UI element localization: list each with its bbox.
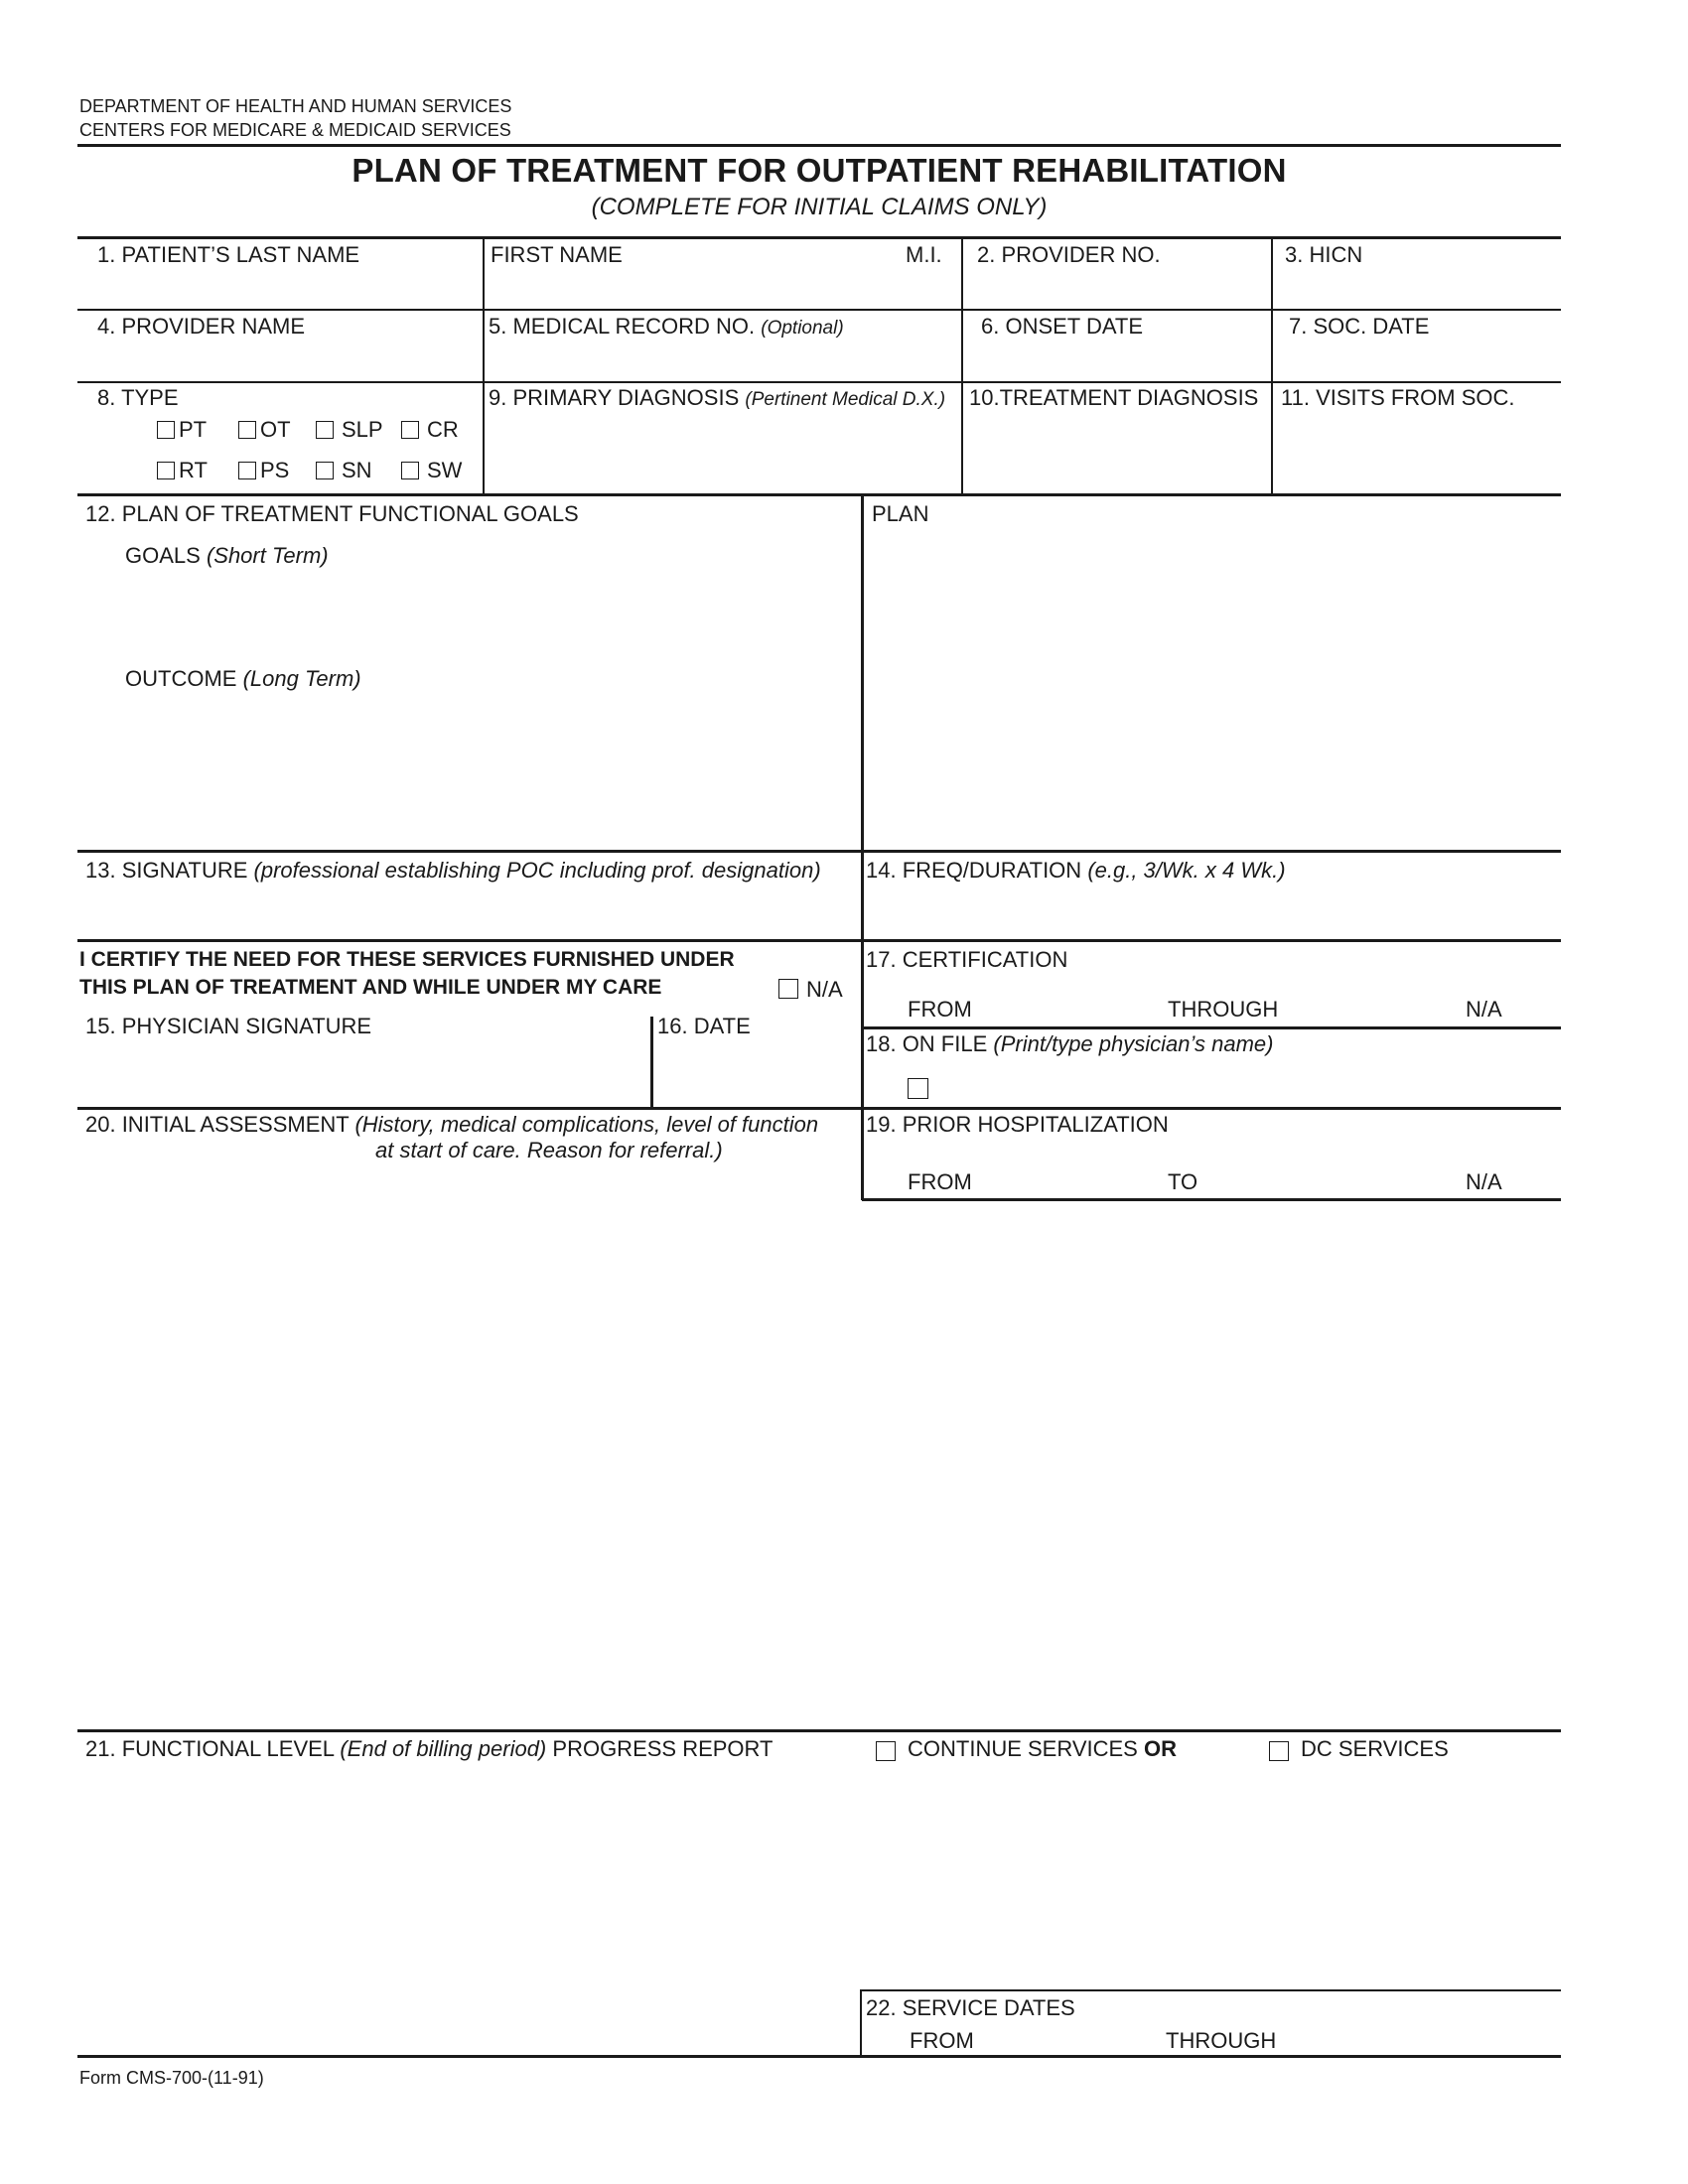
type-rt-checkbox[interactable] [157, 462, 175, 479]
service-from-label: FROM [910, 2028, 974, 2053]
functional-goals-label: 12. PLAN OF TREATMENT FUNCTIONAL GOALS [85, 501, 579, 526]
initial-assessment-note: at start of care. Reason for referral.) [375, 1138, 723, 1162]
rule-assessment-top [77, 1107, 1561, 1110]
hosp-na-label: N/A [1466, 1169, 1502, 1194]
rule-row1-top [77, 236, 1561, 239]
type-cr-checkbox[interactable] [401, 421, 419, 439]
continue-services-label: CONTINUE SERVICES OR [908, 1736, 1177, 1761]
rule-functional-top [77, 1729, 1561, 1732]
service-through-label: THROUGH [1166, 2028, 1277, 2053]
outcome-long-term-label: OUTCOME (Long Term) [125, 666, 361, 691]
department-label: DEPARTMENT OF HEALTH AND HUMAN SERVICES [79, 96, 512, 116]
type-sn-checkbox[interactable] [316, 462, 334, 479]
hosp-from-label: FROM [908, 1169, 972, 1194]
prior-hospitalization-label: 19. PRIOR HOSPITALIZATION [866, 1112, 1169, 1137]
freq-duration-label: 14. FREQ/DURATION (e.g., 3/Wk. x 4 Wk.) [866, 858, 1286, 883]
cert-na-label: N/A [1466, 997, 1502, 1022]
continue-services-checkbox[interactable] [876, 1741, 896, 1761]
signature-label: 13. SIGNATURE (professional establishing POC including prof. designation) [85, 858, 821, 883]
service-dates-label: 22. SERVICE DATES [866, 1995, 1075, 2020]
type-label: 8. TYPE [97, 385, 179, 410]
rule-row2-top [77, 309, 1561, 311]
vrule-plan [861, 493, 864, 1200]
soc-date-label: 7. SOC. DATE [1289, 314, 1430, 339]
type-ps-checkbox[interactable] [238, 462, 256, 479]
dc-services-label: DC SERVICES [1301, 1736, 1449, 1761]
on-file-checkbox[interactable] [908, 1078, 928, 1099]
certification-label: 17. CERTIFICATION [866, 947, 1068, 972]
form-number: Form CMS-700-(11-91) [79, 2068, 264, 2088]
rule-hosp-bottom [862, 1198, 1561, 1201]
provider-name-label: 4. PROVIDER NAME [97, 314, 306, 339]
rule-service-dates-top [860, 1989, 1561, 1991]
cert-through-label: THROUGH [1168, 997, 1279, 1022]
rule-row3-top [77, 381, 1561, 383]
form-title: PLAN OF TREATMENT FOR OUTPATIENT REHABILITATION [352, 152, 1287, 189]
certify-na-checkbox[interactable] [778, 979, 798, 999]
onset-date-label: 6. ONSET DATE [981, 314, 1144, 339]
centers-label: CENTERS FOR MEDICARE & MEDICAID SERVICES [79, 120, 511, 140]
goals-short-term-label: GOALS (Short Term) [125, 543, 329, 568]
rule-sig-top [77, 850, 1561, 853]
medical-record-label: 5. MEDICAL RECORD NO. (Optional) [489, 314, 844, 339]
rule-bottom [77, 2055, 1561, 2058]
type-sn-label: SN [342, 458, 372, 482]
vrule-a [483, 236, 485, 495]
vrule-date [650, 1017, 653, 1108]
hicn-label: 3. HICN [1285, 242, 1363, 267]
type-slp-checkbox[interactable] [316, 421, 334, 439]
dc-services-checkbox[interactable] [1269, 1741, 1289, 1761]
provider-no-label: 2. PROVIDER NO. [977, 242, 1161, 267]
visits-from-soc-label: 11. VISITS FROM SOC. [1281, 385, 1515, 410]
middle-initial-label: M.I. [906, 242, 942, 267]
type-rt-label: RT [179, 458, 208, 482]
plan-label: PLAN [872, 501, 929, 526]
initial-assessment-label: 20. INITIAL ASSESSMENT (History, medical complications, level of function [85, 1112, 819, 1137]
rule-row4-top [77, 493, 1561, 496]
type-sw-checkbox[interactable] [401, 462, 419, 479]
certify-na-label: N/A [806, 977, 843, 1002]
type-pt-label: PT [179, 417, 208, 442]
type-ps-label: PS [260, 458, 290, 482]
first-name-label: FIRST NAME [491, 242, 623, 267]
type-sw-label: SW [427, 458, 463, 482]
certify-line-2: THIS PLAN OF TREATMENT AND WHILE UNDER MY CARE [79, 976, 662, 999]
hosp-to-label: TO [1168, 1169, 1198, 1194]
treatment-diagnosis-label: 10.TREATMENT DIAGNOSIS [969, 385, 1259, 410]
vrule-b [961, 236, 963, 495]
physician-signature-label: 15. PHYSICIAN SIGNATURE [85, 1014, 372, 1038]
patient-last-name-label: 1. PATIENT’S LAST NAME [97, 242, 360, 267]
header-rule [77, 144, 1561, 147]
date-label: 16. DATE [657, 1014, 751, 1038]
type-ot-label: OT [260, 417, 291, 442]
on-file-label: 18. ON FILE (Print/type physician’s name) [866, 1031, 1274, 1056]
functional-level-label: 21. FUNCTIONAL LEVEL (End of billing period) PROGRESS REPORT [85, 1736, 774, 1761]
type-cr-label: CR [427, 417, 459, 442]
rule-onfile-top [862, 1026, 1561, 1029]
rule-certify-top [77, 939, 1561, 942]
cert-from-label: FROM [908, 997, 972, 1022]
form-subtitle: (COMPLETE FOR INITIAL CLAIMS ONLY) [591, 194, 1048, 220]
vrule-c [1271, 236, 1273, 495]
certify-line-1: I CERTIFY THE NEED FOR THESE SERVICES FURNISHED UNDER [79, 948, 735, 971]
type-slp-label: SLP [342, 417, 383, 442]
type-ot-checkbox[interactable] [238, 421, 256, 439]
type-pt-checkbox[interactable] [157, 421, 175, 439]
vrule-service-dates [860, 1989, 862, 2057]
primary-diagnosis-label: 9. PRIMARY DIAGNOSIS (Pertinent Medical D.X.) [489, 385, 946, 410]
